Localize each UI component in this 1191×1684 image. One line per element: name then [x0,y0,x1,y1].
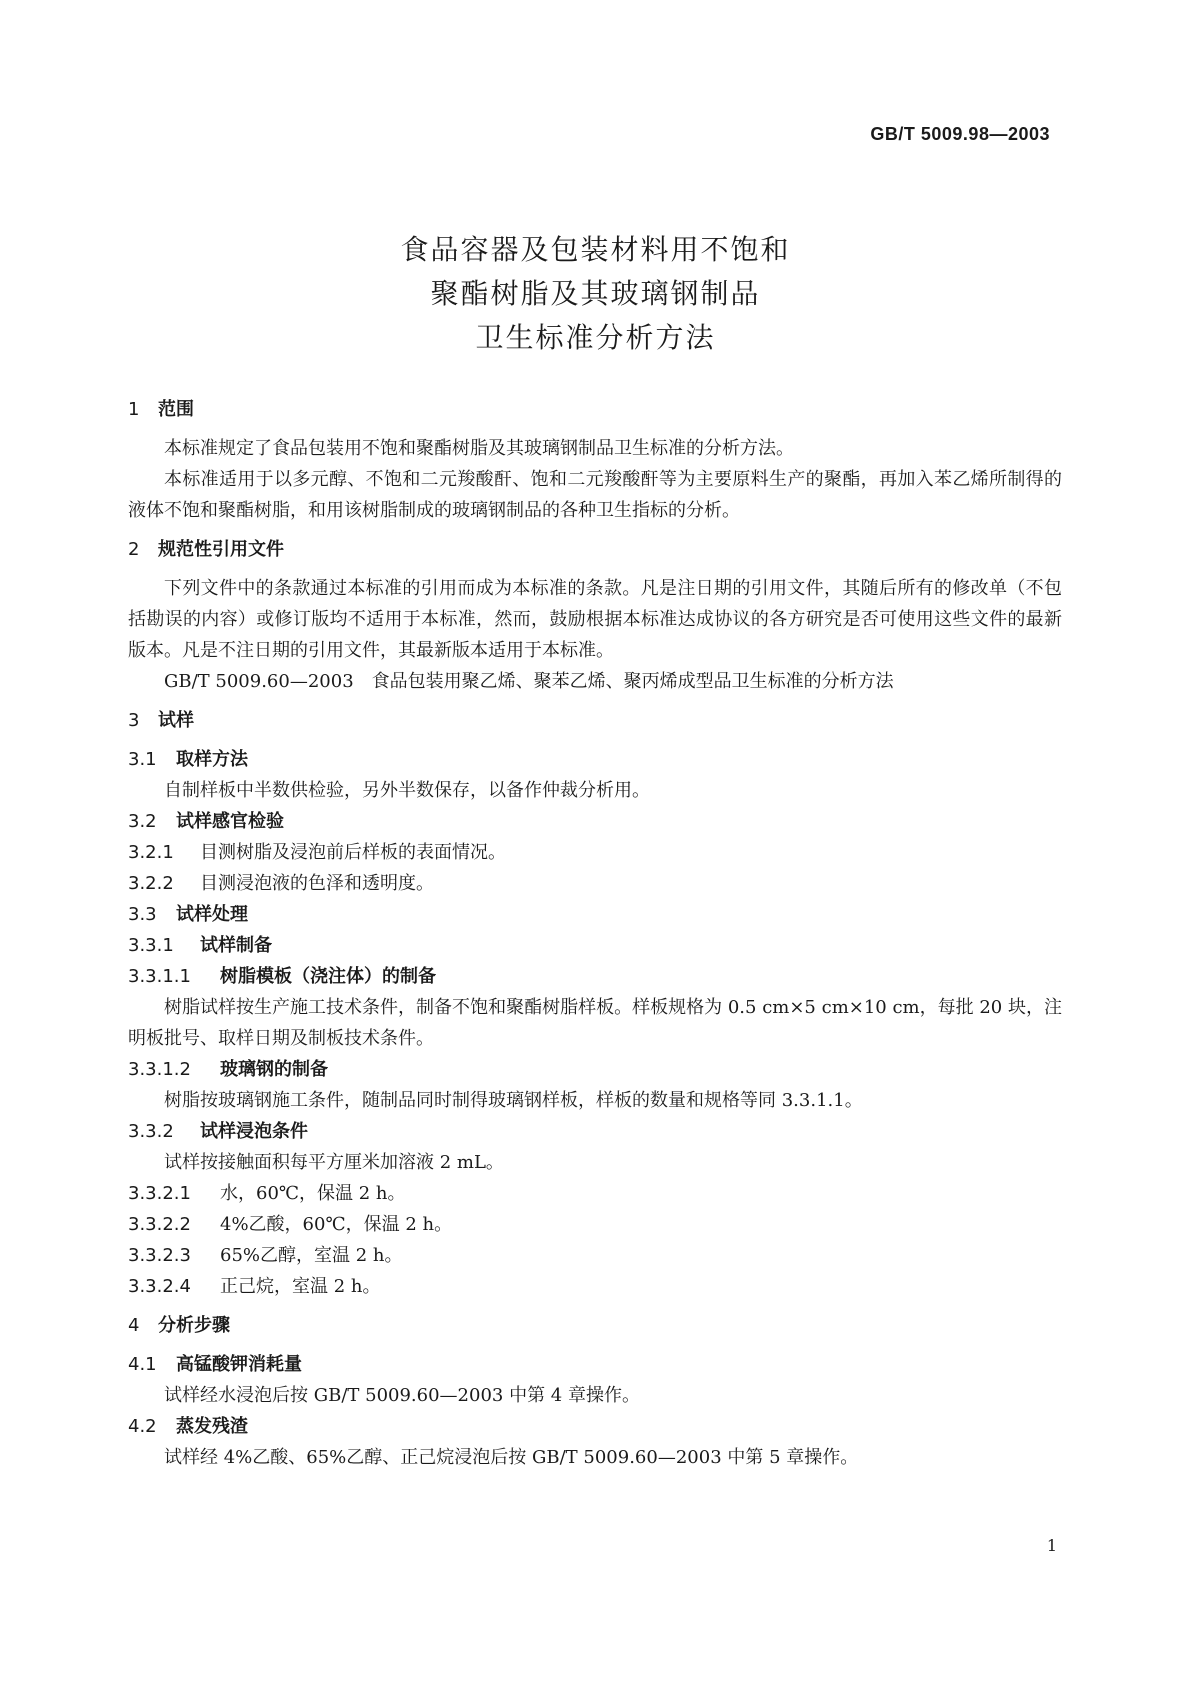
clause-item: 3.3.2.4 正己烷，室温 2 h。 [128,1276,381,1297]
section-number: 2 [128,539,140,560]
section-title: 分析步骤 [158,1315,230,1336]
page-number: 1 [1046,1536,1057,1555]
section-2-heading [128,534,1062,565]
section-title: 规范性引用文件 [158,539,284,560]
clause-heading: 3.3.2 试样浸泡条件 [128,1121,308,1142]
paragraph: 试样经水浸泡后按 GB/T 5009.60—2003 中第 4 章操作。 [164,1385,640,1406]
paragraph: 下列文件中的条款通过本标准的引用而成为本标准的条款。凡是注日期的引用文件，其随后所有的修改单（不包括勘误的内容）或修订版均不适用于本标准，然而，鼓励根据本标准达成协议的各方研究是否可使用这些文件的最新版本。凡是不注日期的引用文件，其最新版本适用于本标准。 [128,578,1062,661]
clause-heading: 3.3.1.1 树脂模板（浇注体）的制备 [128,966,436,987]
section-number: 4 [128,1315,140,1336]
section-number: 3 [128,710,140,731]
subsection-heading: 3.2 试样感官检验 [128,811,284,832]
paragraph: 本标准规定了食品包装用不饱和聚酯树脂及其玻璃钢制品卫生标准的分析方法。 [164,438,794,459]
clause-item: 3.3.2.3 65%乙醇，室温 2 h。 [128,1245,403,1266]
title-line-3: 卫生标准分析方法 [475,321,716,354]
subsection-heading: 3.1 取样方法 [128,749,248,770]
clause-heading: 3.3.1 试样制备 [128,935,272,956]
paragraph: 试样按接触面积每平方厘米加溶液 2 mL。 [164,1152,504,1173]
section-number: 1 [128,399,140,420]
title-line-1: 食品容器及包装材料用不饱和 [400,233,791,266]
clause-item: 3.2.1 目测树脂及浸泡前后样板的表面情况。 [128,842,506,863]
clause-item: 3.3.2.2 4%乙酸，60℃，保温 2 h。 [128,1214,453,1235]
paragraph: 本标准适用于以多元醇、不饱和二元羧酸酐、饱和二元羧酸酐等为主要原料生产的聚酯，再加入苯乙烯所制得的液体不饱和聚酯树脂，和用该树脂制成的玻璃钢制品的各种卫生指标的分析。 [128,469,1062,521]
subsection-heading: 4.2 蒸发残渣 [128,1416,248,1437]
paragraph: 树脂按玻璃钢施工条件，随制品同时制得玻璃钢样板，样板的数量和规格等同 3.3.1.1。 [164,1090,863,1111]
paragraph: 试样经 4%乙酸、65%乙醇、正己烷浸泡后按 GB/T 5009.60—2003 中第 5 章操作。 [164,1447,859,1468]
section-1-heading [128,394,1062,425]
normative-reference: GB/T 5009.60—2003 食品包装用聚乙烯、聚苯乙烯、聚丙烯成型品卫生标准的分析方法 [164,671,894,692]
standard-code: GB/T 5009.98—2003 [870,124,1050,144]
paragraph: 树脂试样按生产施工技术条件，制备不饱和聚酯树脂样板。样板规格为 0.5 cm×5 cm×10 cm，每批 20 块，注明板批号、取样日期及制板技术条件。 [128,997,1062,1049]
section-title: 范围 [158,399,194,420]
document-body [128,394,1062,1473]
clause-heading: 3.3.1.2 玻璃钢的制备 [128,1059,328,1080]
document-title [0,228,1191,360]
section-title: 试样 [158,710,194,731]
section-3-heading [128,705,1062,736]
subsection-heading: 4.1 高锰酸钾消耗量 [128,1354,302,1375]
clause-item: 3.2.2 目测浸泡液的色泽和透明度。 [128,873,434,894]
clause-item: 3.3.2.1 水，60℃，保温 2 h。 [128,1183,406,1204]
paragraph: 自制样板中半数供检验，另外半数保存，以备作仲裁分析用。 [164,780,650,801]
title-line-2: 聚酯树脂及其玻璃钢制品 [430,277,761,310]
subsection-heading: 3.3 试样处理 [128,904,248,925]
section-4-heading [128,1310,1062,1341]
